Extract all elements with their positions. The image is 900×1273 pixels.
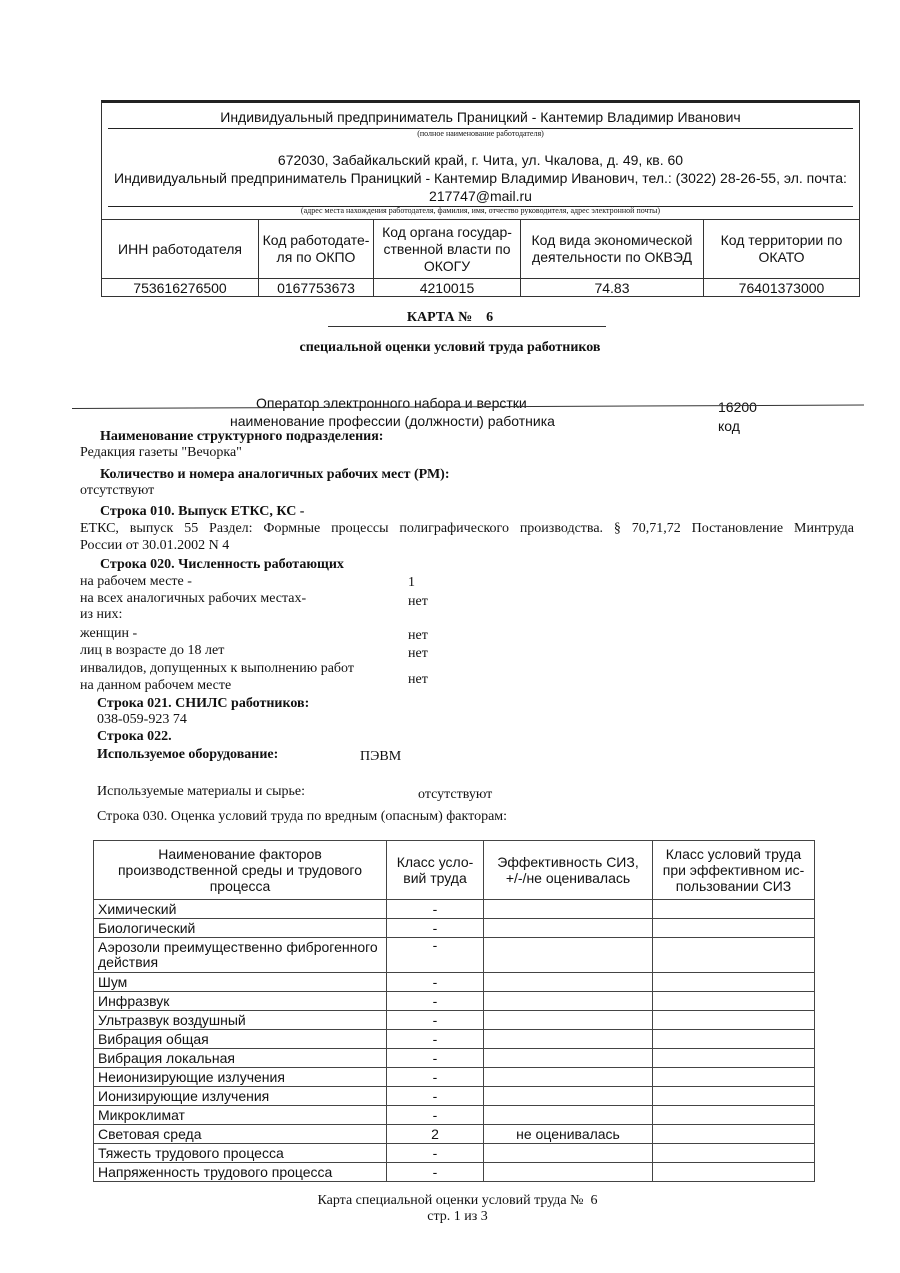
factor-efficiency	[484, 1030, 653, 1049]
factor-siz-class	[653, 1030, 815, 1049]
row020-item-value: 1	[408, 575, 415, 590]
profession-name-caption: наименование профессии (должности) работника	[230, 413, 555, 429]
factor-siz-class	[653, 1125, 815, 1144]
address-line-1: 672030, Забайкальский край, г. Чита, ул. Чкалова, д. 49, кв. 60	[277, 152, 684, 168]
factor-efficiency	[484, 1011, 653, 1030]
factor-name: Тяжесть трудового процесса	[94, 1144, 387, 1163]
factor-efficiency	[484, 1068, 653, 1087]
factor-siz-class	[653, 1144, 815, 1163]
row021-value: 038-059-923 74	[97, 712, 187, 727]
factor-class: -	[387, 973, 484, 992]
factors-header-name: Наименование факторов производственной среды и трудового процесса	[94, 841, 387, 900]
factor-class: 2	[387, 1125, 484, 1144]
factor-efficiency	[484, 1106, 653, 1125]
factor-efficiency	[484, 1163, 653, 1182]
factor-siz-class	[653, 900, 815, 919]
factor-siz-class	[653, 919, 815, 938]
factor-class: -	[387, 938, 484, 973]
factor-siz-class	[653, 1011, 815, 1030]
row020-label: Строка 020. Численность работающих	[100, 557, 344, 572]
codes-header-inn: ИНН работодателя	[102, 220, 259, 279]
factor-siz-class	[653, 1049, 815, 1068]
factor-class: -	[387, 1011, 484, 1030]
factor-name: Микроклимат	[94, 1106, 387, 1125]
profession-code-caption: код	[718, 418, 740, 434]
factor-name: Биологический	[94, 919, 387, 938]
materials-label: Используемые материалы и сырье:	[97, 784, 306, 799]
row020-item-value: нет	[408, 646, 428, 661]
factor-class: -	[387, 1163, 484, 1182]
employer-codes-table	[101, 219, 860, 297]
factor-siz-class	[653, 1163, 815, 1182]
row022-label: Строка 022.	[97, 729, 172, 744]
codes-header-okato: Код территории по ОКАТО	[704, 220, 860, 279]
row020-item-label: лиц в возрасте до 18 лет	[80, 643, 225, 658]
analog-value: отсутствуют	[80, 483, 155, 498]
factor-name: Ионизирующие излучения	[94, 1087, 387, 1106]
profession-name: Оператор электронного набора и верстки	[256, 395, 527, 411]
row010-label: Строка 010. Выпуск ЕТКС, КС -	[100, 504, 305, 519]
factor-name: Аэрозоли преимущественно фиброгенного действия	[94, 938, 387, 973]
factor-efficiency	[484, 919, 653, 938]
factor-efficiency	[484, 900, 653, 919]
row020-item-label: на данном рабочем месте	[80, 678, 232, 693]
factor-name: Световая среда	[94, 1125, 387, 1144]
factor-efficiency	[484, 973, 653, 992]
factor-efficiency	[484, 938, 653, 973]
factor-class: -	[387, 1030, 484, 1049]
card-subtitle: специальной оценки условий труда работников	[299, 340, 601, 355]
factor-efficiency	[484, 1049, 653, 1068]
factor-class: -	[387, 1144, 484, 1163]
address-line-2: Индивидуальный предприниматель Праницкий - Кантемир Владимир Иванович, тел.: (3022) 28-26-55, эл. почта: 217747@mail.ru	[114, 170, 847, 204]
codes-header-okogu: Код органа государ-ственной власти по ОКОГУ	[374, 220, 521, 279]
row021-label: Строка 021. СНИЛС работников:	[97, 696, 310, 711]
codes-value-okogu: 4210015	[374, 279, 521, 297]
subdivision-value: Редакция газеты "Вечорка"	[80, 445, 242, 460]
row020-item-value: нет	[408, 672, 428, 687]
factor-siz-class	[653, 992, 815, 1011]
factor-siz-class	[653, 1068, 815, 1087]
employer-address	[110, 151, 851, 205]
materials-value: отсутствуют	[418, 787, 493, 802]
row020-item-label: из них:	[80, 607, 123, 622]
codes-value-inn: 753616276500	[102, 279, 259, 297]
employer-header	[101, 100, 860, 295]
footer-page-number: стр. 1 из 3	[427, 1209, 488, 1224]
factor-efficiency	[484, 1087, 653, 1106]
employer-name: Индивидуальный предприниматель Праницкий - Кантемир Владимир Иванович	[220, 109, 741, 125]
factor-efficiency: не оценивалась	[484, 1125, 653, 1144]
employer-name-caption: (полное наименование работодателя)	[417, 129, 544, 138]
row020-item-value: нет	[408, 594, 428, 609]
codes-header-okved: Код вида экономической деятельности по ОКВЭД	[521, 220, 704, 279]
factor-class: -	[387, 1087, 484, 1106]
factor-name: Шум	[94, 973, 387, 992]
codes-header-okpo: Код работодате-ля по ОКПО	[259, 220, 374, 279]
factor-class: -	[387, 1068, 484, 1087]
factor-name: Ультразвук воздушный	[94, 1011, 387, 1030]
factor-name: Вибрация общая	[94, 1030, 387, 1049]
row020-item-label: женщин -	[80, 626, 138, 641]
factor-name: Вибрация локальная	[94, 1049, 387, 1068]
employer-address-caption: (адрес места нахождения работодателя, фамилия, имя, отчество руководителя, адрес электронной почты)	[300, 206, 661, 215]
factors-header-siz-class: Класс условий труда при эффективном ис-пользовании СИЗ	[653, 841, 815, 900]
factor-siz-class	[653, 1106, 815, 1125]
codes-value-okved: 74.83	[521, 279, 704, 297]
title-underline	[328, 326, 606, 327]
row020-item-value: нет	[408, 628, 428, 643]
equipment-value: ПЭВМ	[360, 749, 402, 764]
factors-header-efficiency: Эффективность СИЗ, +/-/не оценивалась	[484, 841, 653, 900]
factor-efficiency	[484, 992, 653, 1011]
factor-efficiency	[484, 1144, 653, 1163]
row020-item-label: на рабочем месте -	[80, 574, 192, 589]
row010-text-2: России от 30.01.2002 N 4	[80, 538, 230, 553]
factor-class: -	[387, 992, 484, 1011]
factor-class: -	[387, 900, 484, 919]
subdivision-label: Наименование структурного подразделения:	[100, 429, 384, 444]
factor-class: -	[387, 1049, 484, 1068]
factor-class: -	[387, 919, 484, 938]
analog-label: Количество и номера аналогичных рабочих мест (РМ):	[100, 467, 450, 482]
factor-siz-class	[653, 938, 815, 973]
row020-item-label: на всех аналогичных рабочих местах-	[80, 591, 307, 606]
equipment-label: Используемое оборудование:	[97, 747, 279, 762]
codes-value-okpo: 0167753673	[259, 279, 374, 297]
factors-table	[93, 840, 815, 1182]
row030-label: Строка 030. Оценка условий труда по вредным (опасным) факторам:	[97, 809, 508, 824]
factor-name: Инфразвук	[94, 992, 387, 1011]
footer-card-label: Карта специальной оценки условий труда № 6	[317, 1193, 598, 1208]
row020-item-label: инвалидов, допущенных к выполнению работ	[80, 661, 354, 676]
row010-text-1: ЕТКС, выпуск 55 Раздел: Формные процессы полиграфического производства. § 70,71,72 Постановление Минтруда	[80, 521, 854, 536]
factors-header-class: Класс усло-вий труда	[387, 841, 484, 900]
card-title: КАРТА № 6	[406, 310, 494, 325]
factor-siz-class	[653, 973, 815, 992]
factor-name: Напряженность трудового процесса	[94, 1163, 387, 1182]
factor-siz-class	[653, 1087, 815, 1106]
factor-class: -	[387, 1106, 484, 1125]
codes-value-okato: 76401373000	[704, 279, 860, 297]
profession-code: 16200	[718, 399, 757, 415]
factor-name: Химический	[94, 900, 387, 919]
factor-name: Неионизирующие излучения	[94, 1068, 387, 1087]
